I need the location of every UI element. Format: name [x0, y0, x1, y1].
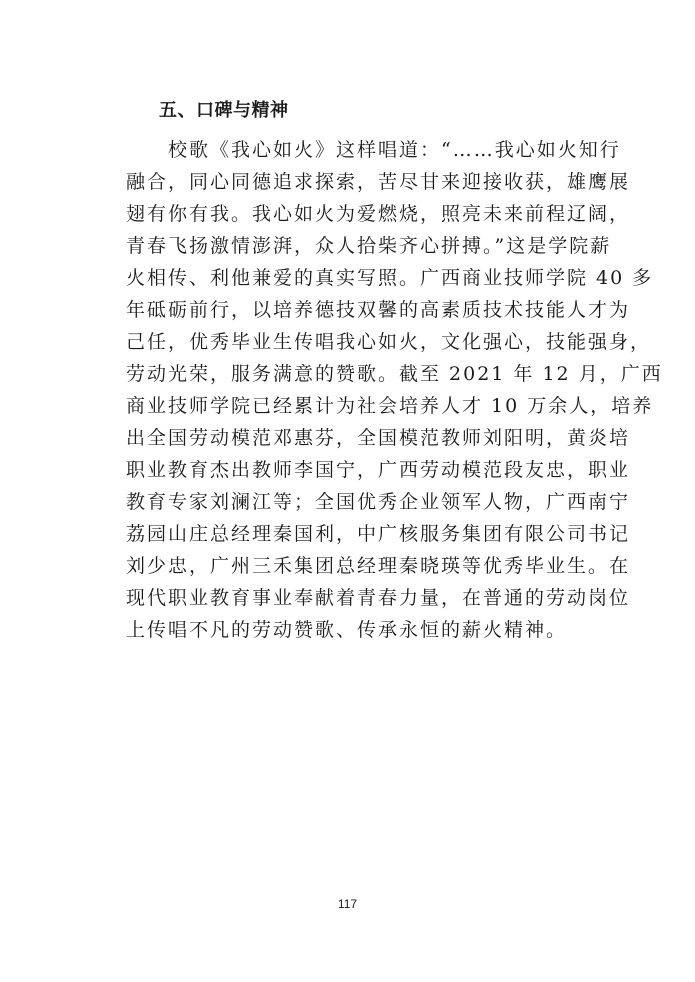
- paragraph-line: 己任，优秀毕业生传唱我心如火，文化强心，技能强身，: [126, 331, 652, 353]
- paragraph-line: 劳动光荣，服务满意的赞歌。截至 2021 年 12 月，广西: [126, 363, 663, 385]
- body-paragraph: [126, 134, 663, 646]
- paragraph-line: 年砥砺前行，以培养德技双馨的高素质技术技能人才为: [126, 299, 631, 321]
- paragraph-line: 教育专家刘澜江等；全国优秀企业领军人物，广西南宁: [126, 491, 631, 513]
- paragraph-line: 火相传、利他兼爱的真实写照。广西商业技师学院 40 多: [126, 267, 654, 289]
- paragraph-line: 翅有你有我。我心如火为爱燃烧，照亮未来前程辽阔，: [126, 203, 631, 225]
- paragraph-line: 上传唱不凡的劳动赞歌、传承永恒的薪火精神。: [126, 619, 568, 641]
- paragraph-line: 职业教育杰出教师李国宁，广西劳动模范段友忠，职业: [126, 459, 631, 481]
- paragraph-line: 刘少忠，广州三禾集团总经理秦晓瑛等优秀毕业生。在: [126, 555, 631, 577]
- paragraph-line: 现代职业教育事业奉献着青春力量，在普通的劳动岗位: [126, 587, 631, 609]
- section-title: 五、口碑与精神: [159, 100, 289, 121]
- paragraph-line: 荔园山庄总经理秦国利，中广核服务集团有限公司书记: [126, 523, 631, 545]
- paragraph-line: 出全国劳动模范邓惠芬，全国模范教师刘阳明，黄炎培: [126, 427, 631, 449]
- paragraph-line: 青春飞扬激情澎湃，众人拾柴齐心拼搏。”这是学院薪: [126, 235, 612, 257]
- paragraph-line: 商业技师学院已经累计为社会培养人才 10 万余人，培养: [126, 395, 654, 417]
- paragraph-line: 融合，同心同德追求探索，苦尽甘来迎接收获，雄鹰展: [126, 171, 631, 193]
- page-number: 117: [337, 897, 358, 911]
- paragraph-line: 校歌《我心如火》这样唱道：“……我心如火知行: [126, 139, 621, 161]
